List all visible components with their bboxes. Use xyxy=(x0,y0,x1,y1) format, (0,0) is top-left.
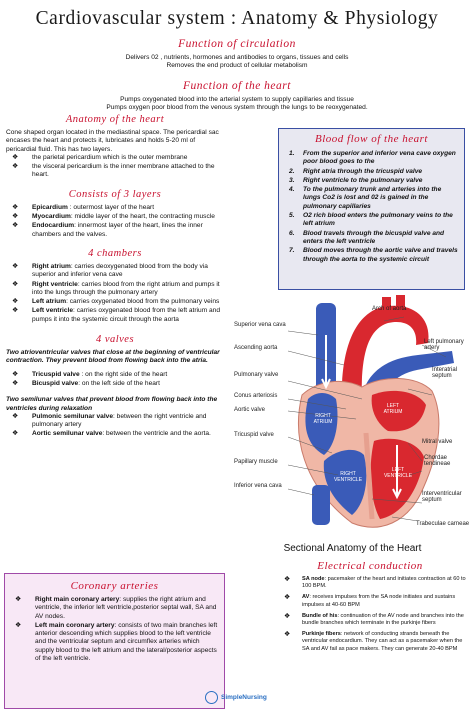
circulation-line: Removes the end product of cellular metabolism xyxy=(166,62,308,69)
list-item: ❖ the visceral pericardium is the inner membrane attached to the heart. xyxy=(12,163,215,179)
label-left-ventricle: LEFT VENTRICLE xyxy=(383,467,413,479)
diamond-bullet-icon: ❖ xyxy=(15,621,22,629)
electrical-list xyxy=(270,576,470,653)
list-item: ❖ Epicardium : outermost layer of the heart xyxy=(12,203,155,211)
list-item: ❖ Endocardium: innermost layer of the heart, lines the inner chambers and the valves. xyxy=(12,222,203,238)
list-item: ❖ Left main coronary artery: consists of two main branches left anterior descending which supplies blood to the left ventricle and the ventricular septum and circumflex arteries which supply blood to the left atrium and the lateral/posterior aspects of the left ventricle. xyxy=(15,621,218,663)
label-inferior-vena-cava: Inferior vena cava xyxy=(234,483,282,489)
label-right-atrium: RIGHT ATRIUM xyxy=(313,413,333,425)
label-papillary-muscle: Papillary muscle xyxy=(234,459,278,465)
diagram-caption: Sectional Anatomy of the Heart xyxy=(283,543,422,554)
circulation-text xyxy=(0,54,474,70)
list-item: ❖ Bundle of his: continuation of the AV node and branches into the bundle branches which terminate in the purkinje fibers xyxy=(284,612,464,627)
heart-diagram xyxy=(232,295,474,540)
diamond-bullet-icon: ❖ xyxy=(284,612,291,620)
blood-flow-steps xyxy=(285,150,458,264)
function-heart-text xyxy=(0,96,474,112)
list-item: ❖ Left ventricle: carries oxygenated blood from the left atrium and pumps it into the systemic circuit through the aorta xyxy=(12,307,221,323)
diamond-bullet-icon: ❖ xyxy=(12,213,19,221)
label-interventricular-septum: Interventricular septum xyxy=(422,491,462,503)
function-heart-heading: Function of the heart xyxy=(183,80,291,92)
coronary-list xyxy=(9,596,220,663)
list-item: ❖ Bicuspid valve: on the left side of the heart xyxy=(12,379,160,387)
diamond-bullet-icon: ❖ xyxy=(284,576,291,583)
coronary-arteries-box xyxy=(4,573,225,709)
diamond-bullet-icon: ❖ xyxy=(12,203,19,211)
anatomy-heading: Anatomy of the heart xyxy=(65,114,165,125)
label-chordae-tendineae: Chordae tendineae xyxy=(424,455,451,467)
list-item: 7. Blood moves through the aortic valve and travels through the aorta to the systemic circuit xyxy=(289,247,458,263)
layers-heading: Consists of 3 layers xyxy=(68,188,162,200)
list-item: ❖ SA node: pacemaker of the heart and initiates contraction at 60 to 100 BPM. xyxy=(284,576,466,590)
list-item: ❖ Right ventricle: carries blood from the right atrium and pumps it into the lungs through the pulmonary artery xyxy=(12,280,220,296)
diamond-bullet-icon: ❖ xyxy=(12,379,19,387)
blood-flow-box xyxy=(278,128,465,290)
diamond-bullet-icon: ❖ xyxy=(15,596,22,603)
circulation-heading: Function of circulation xyxy=(178,38,296,50)
anatomy-intro: Cone shaped organ located in the mediastinal space. The pericardial sac encases the heart and protects it, lubricates and holds 5-20 ml of pericardial fluid. This has two layers. xyxy=(6,129,219,153)
layers-list xyxy=(6,204,224,239)
label-conus-arteriosis: Conus arteriosis xyxy=(234,393,278,399)
circulation-line: Delivers 02 , nutrients, hormones and antibodies to organs, tissues and cells xyxy=(125,54,349,61)
chambers-heading: 4 chambers xyxy=(88,247,142,259)
list-item: ❖ Right main coronary artery: supplies the right atrium and ventricle, the inferior left ventricle,posterior septal wall, SA and AV nodes. xyxy=(15,596,217,620)
left-column xyxy=(6,112,224,440)
electrical-heading: Electrical conduction xyxy=(317,560,423,572)
label-mitral-valve: Mitral valve xyxy=(422,439,453,445)
list-item: ❖ Pulmonic semilunar valve: between the right ventricle and pulmonary artery xyxy=(12,412,207,429)
label-ascending-aorta: Ascending aorta xyxy=(234,345,278,351)
diamond-bullet-icon: ❖ xyxy=(12,430,19,438)
label-tricuspid-valve: Tricuspid valve xyxy=(234,432,274,438)
chambers-list xyxy=(6,263,224,324)
av-valves-intro: Two atrioventricular valves that close at the beginning of ventricular contraction. They prevent blood from flowing back into the atria. xyxy=(6,349,220,365)
label-arch-of-aorta: Arch of aorta xyxy=(372,306,407,312)
valves-heading: 4 valves xyxy=(95,334,135,346)
diamond-bullet-icon: ❖ xyxy=(12,412,19,420)
function-heart-line: Pumps oxygenated blood into the arterial system to supply capillaries and tissue xyxy=(120,96,354,103)
diamond-bullet-icon: ❖ xyxy=(12,370,19,378)
diamond-bullet-icon: ❖ xyxy=(12,262,19,270)
label-left-atrium: LEFT ATRIUM xyxy=(383,403,403,415)
blood-flow-heading: Blood flow of the heart xyxy=(315,133,428,145)
label-superior-vena-cava: Superior vena cava xyxy=(234,322,286,328)
aorta-branch-shape xyxy=(396,295,405,315)
semilunar-valves-intro: Two semilunar valves that prevent blood from flowing back into the ventricles during relaxation xyxy=(6,396,218,412)
list-item: 6. Blood travels through the bicuspid valve and enters the left ventricle xyxy=(289,229,445,245)
diamond-bullet-icon: ❖ xyxy=(284,594,291,602)
simplenursing-logo xyxy=(205,688,275,706)
list-item: ❖ Tricuspid valve : on the right side of the heart xyxy=(12,370,168,378)
label-trabeculae-carneae: Trabeculae carneae xyxy=(416,521,470,527)
diamond-bullet-icon: ❖ xyxy=(12,163,19,171)
inferior-vena-cava-shape xyxy=(312,485,330,525)
label-pulmonary-valve: Pulmonary valve xyxy=(234,372,279,378)
list-item: 4. To the pulmonary trunk and arteries into the lungs Co2 is lost and 02 is gained in the pulmonary capillaries xyxy=(289,186,442,210)
list-item: ❖ Purkinje fibers: network of conducting strands beneath the ventricular endocardium. They can act as a pacemaker when the SA and AV fail as pace makers. They can generate 20-40 BPM xyxy=(284,631,463,652)
diamond-bullet-icon: ❖ xyxy=(12,307,19,315)
semilunar-valves-list xyxy=(6,413,224,439)
electrical-conduction-section xyxy=(270,560,470,657)
list-item: 5. O2 rich blood enters the pulmonary veins to the left atrium xyxy=(289,212,453,228)
list-item: ❖ Aortic semilunar valve: between the ventricle and the aorta. xyxy=(12,430,211,438)
list-item: ❖ AV: receives impulses from the SA node initiates and sustains impulses at 40-60 BPM xyxy=(284,594,456,608)
diamond-bullet-icon: ❖ xyxy=(12,280,19,288)
list-item: 2. Right atria through the tricuspid valve xyxy=(289,167,423,175)
heart-illustration xyxy=(232,295,474,540)
logo-text: SimpleNursing xyxy=(221,693,267,701)
diamond-bullet-icon: ❖ xyxy=(284,631,291,639)
logo-icon xyxy=(205,691,218,704)
list-item: ❖ Myocardium: middle layer of the heart, the contracting muscle xyxy=(12,213,215,221)
label-left-pulmonary-artery: Left pulmonary artery xyxy=(424,339,464,351)
list-item: 3. Right ventricle to the pulmonary valve xyxy=(289,176,423,184)
label-right-ventricle: RIGHT VENTRICLE xyxy=(333,471,363,483)
list-item: ❖ Right atrium: carries deoxygenated blood from the body via superior and inferior vena cave xyxy=(12,262,208,279)
diamond-bullet-icon: ❖ xyxy=(12,153,19,161)
list-item: ❖ Left atrium: carries oxygenated blood from the pulmonary veins xyxy=(12,298,220,306)
diamond-bullet-icon: ❖ xyxy=(12,298,19,306)
function-heart-line: Pumps oxygen poor blood from the venous system through the lungs to be reoxygenated. xyxy=(106,104,368,111)
label-interatrial-septum: Interatrial septum xyxy=(432,367,458,379)
page-title: Cardiovascular system : Anatomy & Physiology xyxy=(35,8,439,29)
list-item: 1. From the superior and inferior vena cave oxygen poor blood goes to the xyxy=(289,150,456,166)
diamond-bullet-icon: ❖ xyxy=(12,222,19,230)
label-aortic-valve: Aortic valve xyxy=(234,407,266,413)
coronary-heading: Coronary arteries xyxy=(70,580,159,592)
list-item: ❖ the parietal pericardium which is the outer membrane xyxy=(12,153,188,161)
pericardium-list xyxy=(6,154,224,180)
av-valves-list xyxy=(6,371,224,389)
